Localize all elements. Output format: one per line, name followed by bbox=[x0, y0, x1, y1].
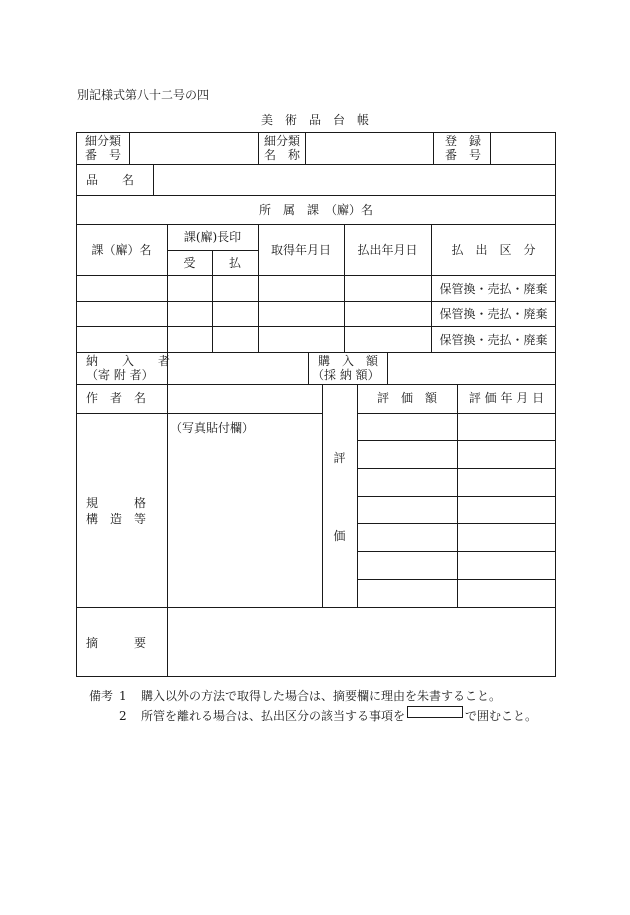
section-name-header: 課（廨）名 bbox=[91, 243, 152, 257]
registration-number-label: 登 録 bbox=[445, 134, 482, 148]
subcategory-number-label-2: 番 号 bbox=[85, 148, 122, 162]
seal-header: 課(廨)長印 bbox=[183, 230, 242, 244]
pay-header: 払 bbox=[228, 256, 241, 270]
notes bbox=[89, 686, 537, 726]
subcategory-name-label-2: 名 称 bbox=[264, 148, 301, 162]
ledger-form bbox=[76, 132, 556, 677]
section-label: 所 属 課 （廨）名 bbox=[258, 203, 373, 217]
spec-label: 規 格 bbox=[86, 496, 147, 510]
donor-label: （寄 附 者） bbox=[86, 368, 154, 382]
accepted-amount-label: （採 納 額） bbox=[312, 368, 380, 382]
note-text-2b: で囲むこと。 bbox=[465, 709, 538, 723]
note-item-1 bbox=[89, 686, 537, 706]
subcategory-name-label: 細分類 bbox=[264, 134, 301, 148]
photo-area-label: （写真貼付欄） bbox=[170, 421, 255, 435]
acquired-date-header: 取得年月日 bbox=[270, 243, 331, 257]
disposal-category-row-2: 保管換・売払・廃棄 bbox=[439, 307, 548, 321]
author-label: 作 者 名 bbox=[86, 391, 147, 405]
structure-label: 構 造 等 bbox=[86, 512, 147, 526]
note-text-1: 購入以外の方法で取得した場合は、摘要欄に理由を朱書すること。 bbox=[141, 689, 502, 703]
subcategory-number-label: 細分類 bbox=[85, 134, 122, 148]
receive-header: 受 bbox=[183, 256, 196, 270]
valuation-date-header: 評 価 年 月 日 bbox=[468, 391, 545, 405]
valuation-amount-header: 評 価 額 bbox=[376, 391, 437, 405]
disposal-category-header: 払 出 区 分 bbox=[451, 243, 536, 257]
valuation-side-label-2: 価 bbox=[333, 529, 346, 543]
valuation-side-label-1: 評 bbox=[333, 451, 346, 465]
registration-number-label-2: 番 号 bbox=[445, 148, 482, 162]
enclosure-box-icon bbox=[407, 706, 463, 718]
disposal-category-row-1: 保管換・売払・廃棄 bbox=[439, 282, 548, 296]
disposal-date-header: 払出年月日 bbox=[357, 243, 418, 257]
form-title: 美 術 品 台 帳 bbox=[260, 113, 369, 127]
note-number-2: 2 bbox=[119, 709, 127, 723]
disposal-category-row-3: 保管換・売払・廃棄 bbox=[439, 333, 548, 347]
note-number-1: 1 bbox=[119, 689, 127, 703]
notes-lead: 備考 bbox=[89, 689, 114, 703]
note-item-2 bbox=[89, 706, 537, 726]
deliverer-label: 納 入 者 bbox=[86, 354, 171, 368]
purchase-amount-label: 購 入 額 bbox=[318, 354, 379, 368]
item-name-label: 品 名 bbox=[86, 173, 135, 187]
note-text-2a: 所管を離れる場合は、払出区分の該当する事項を bbox=[141, 709, 406, 723]
summary-label: 摘 要 bbox=[86, 636, 147, 650]
form-id: 別記様式第八十二号の四 bbox=[77, 88, 210, 102]
